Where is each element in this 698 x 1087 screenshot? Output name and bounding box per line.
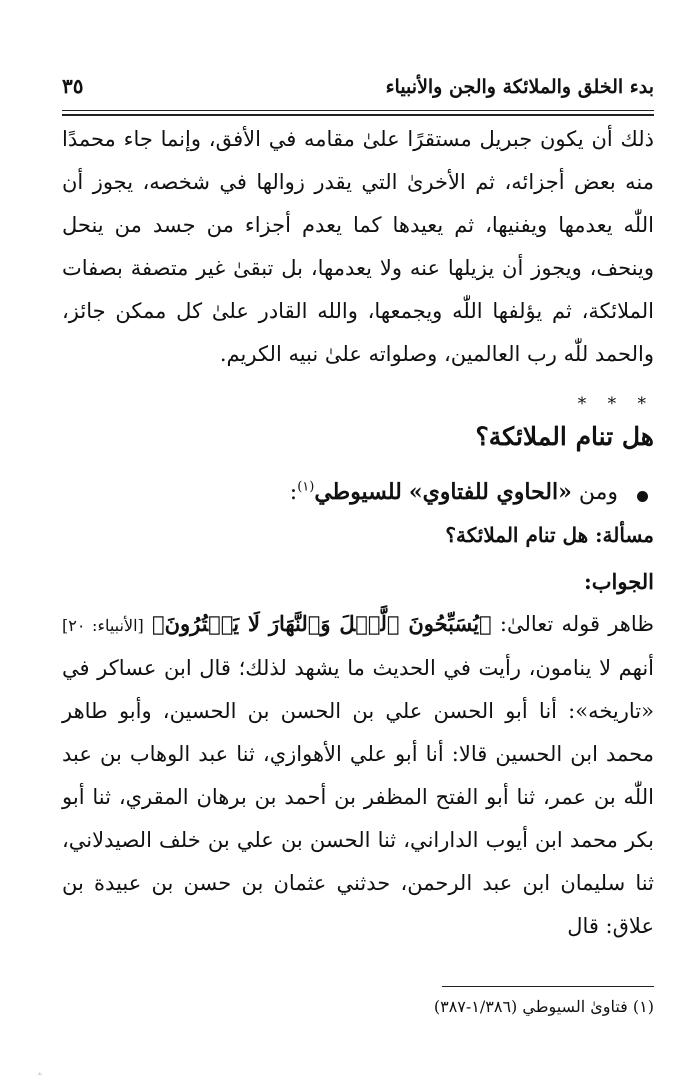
source-colon: :: [289, 480, 298, 505]
footnote: (١) فتاوىٰ السيوطي (١/٣٨٦-٣٨٧): [433, 997, 654, 1016]
paragraph-intro: ذلك أن يكون جبريل مستقرًا علىٰ مقامه في الأفق، وإنما جاء محمدًا منه بعض أجزائه، ثم الأخرىٰ التي يقدر زوالها في شخصه، يجوز أن اللّٰه يعدمها ويفنيها، ثم يعيدها كما يعدم أجزاء من جسد من ينحل وينحف، ويجوز أن يزيلها عنه ولا يعدمها، بل تبقىٰ غير متصفة بصفات الملائكة، ثم يؤلفها اللّٰه ويجمعها، والله القادر علىٰ كل ممكن جائز، والحمد للّٰه رب العالمين، وصلواته علىٰ نبيه الكريم.: [62, 127, 654, 366]
question-heading: مسألة: هل تنام الملائكة؟: [445, 523, 654, 547]
footnote-divider: [442, 986, 654, 987]
verse-reference: [الأنبياء: ٢٠]: [62, 616, 144, 635]
header-divider-thin: [62, 110, 654, 111]
header-divider-thick: [62, 114, 654, 116]
section-separator: * * *: [577, 394, 654, 414]
bullet-icon: [637, 491, 648, 502]
source-author: للسيوطي: [314, 479, 402, 505]
quran-verse: ﴿يُسَبِّحُونَ ٱلَّيۡلَ وَٱلنَّهَارَ لَا يَفۡتُرُونَ﴾: [152, 611, 492, 636]
answer-start: ظاهر قوله تعالىٰ:: [499, 612, 654, 636]
footnote-marker: (١): [297, 479, 315, 495]
answer-paragraph: [62, 602, 654, 948]
source-intro: ومن: [578, 480, 618, 505]
page-number: ٣٥: [62, 74, 84, 98]
header-title: بدء الخلق والملائكة والجن والأنبياء: [385, 76, 654, 98]
section-title: هل تنام الملائكة؟: [475, 422, 654, 451]
main-text: [62, 118, 654, 948]
running-header: [62, 68, 654, 104]
answer-label: الجواب:: [584, 569, 654, 594]
source-book: «الحاوي للفتاوي»: [408, 479, 572, 505]
answer-rest: أنهم لا ينامون، رأيت في الحديث ما يشهد لذلك؛ قال ابن عساكر في «تاريخه»: أنا أبو الحسن علي بن الحسن بن الحسين، وأبو طاهر محمد ابن الحسين قالا: أنا أبو علي الأهوازي، ثنا عبد الوهاب بن عبد اللّٰه بن عمر، ثنا أبو الفتح المظفر بن أحمد بن برهان المقري، ثنا أبو بكر محمد ابن أيوب الداراني، ثنا الحسن بن علي بن خلف الصيدلاني، ثنا سليمان ابن عبد الرحمن، حدثني عثمان بن حسن بن عبيدة بن علاق: قال: [62, 656, 654, 938]
source-citation: [62, 479, 654, 505]
corner-mark: ۦ: [38, 1064, 43, 1078]
